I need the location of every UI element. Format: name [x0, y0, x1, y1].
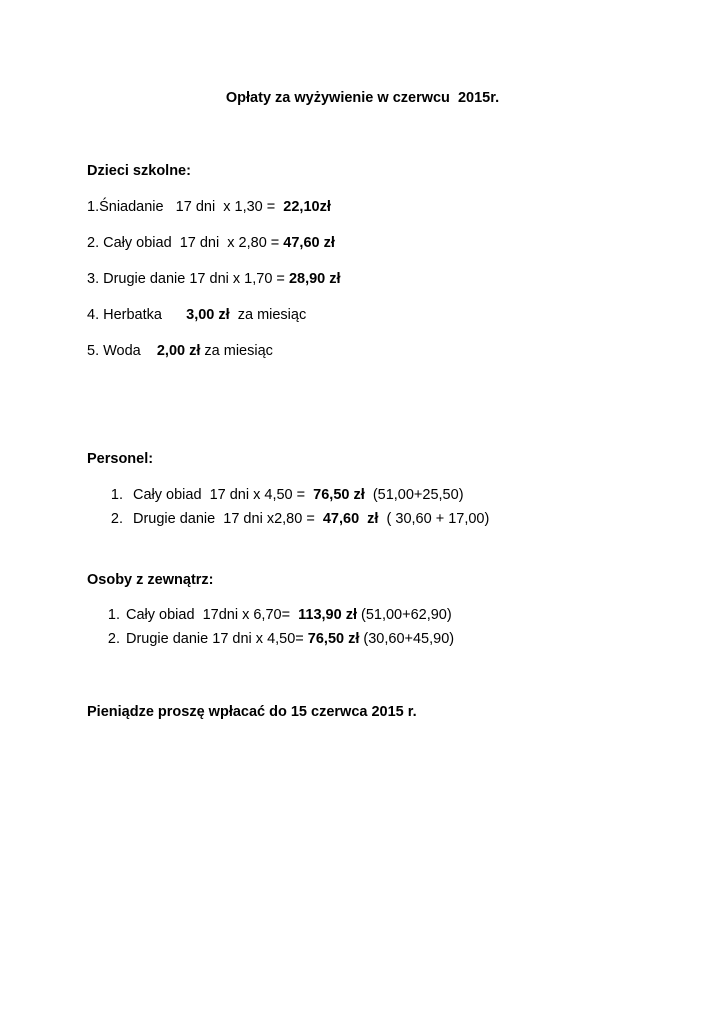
- item-amount: 76,50 zł: [307, 631, 360, 647]
- item-text: 3. Drugie danie 17 dni x 1,70 =: [87, 271, 289, 287]
- list-item: [87, 234, 335, 252]
- list-item: [107, 510, 489, 528]
- item-amount: 113,90 zł: [298, 607, 357, 623]
- item-suffix: ( 30,60 + 17,00): [378, 511, 490, 527]
- item-text: 1.Śniadanie 17 dni x 1,30 =: [87, 199, 284, 215]
- item-suffix: (51,00+25,50): [364, 487, 464, 503]
- list-item: [104, 630, 454, 648]
- item-amount: 28,90 zł: [288, 271, 341, 287]
- item-amount: 22,10zł: [283, 199, 331, 215]
- payment-deadline-note: Pieniądze proszę wpłacać do 15 czerwca 2015 r.: [87, 704, 417, 720]
- item-amount: 47,60 zł: [283, 235, 335, 251]
- item-text: Cały obiad 17dni x 6,70=: [126, 607, 299, 623]
- list-item: [87, 306, 306, 324]
- item-number: 1.: [110, 487, 123, 503]
- item-amount: 3,00 zł: [186, 307, 230, 323]
- item-text: Cały obiad 17 dni x 4,50 =: [133, 487, 314, 503]
- item-text: Drugie danie 17 dni x2,80 =: [133, 511, 323, 527]
- item-suffix: (51,00+62,90): [356, 607, 452, 623]
- list-item: [87, 342, 273, 360]
- item-amount: 47,60 zł: [322, 511, 379, 527]
- list-item: [87, 270, 341, 288]
- item-amount: 2,00 zł: [156, 343, 201, 359]
- section-heading-outsiders: Osoby z zewnątrz:: [87, 572, 214, 588]
- section-heading-school-children: Dzieci szkolne:: [87, 163, 191, 179]
- item-suffix: (30,60+45,90): [359, 631, 455, 647]
- item-text: Drugie danie 17 dni x 4,50=: [126, 631, 308, 647]
- section-heading-staff: Personel:: [87, 451, 154, 467]
- item-number: 2.: [107, 631, 120, 647]
- document-title: Opłaty za wyżywienie w czerwcu 2015r.: [225, 90, 500, 106]
- list-item: [87, 198, 331, 216]
- item-text: 4. Herbatka: [87, 307, 187, 323]
- item-number: 2.: [110, 511, 123, 527]
- item-amount: 76,50 zł: [313, 487, 365, 503]
- item-text: 2. Cały obiad 17 dni x 2,80 =: [87, 235, 284, 251]
- list-item: [107, 486, 464, 504]
- list-item: [104, 606, 452, 624]
- item-suffix: za miesiąc: [229, 307, 307, 323]
- item-number: 1.: [107, 607, 120, 623]
- item-text: 5. Woda: [87, 343, 157, 359]
- item-suffix: za miesiąc: [200, 343, 273, 359]
